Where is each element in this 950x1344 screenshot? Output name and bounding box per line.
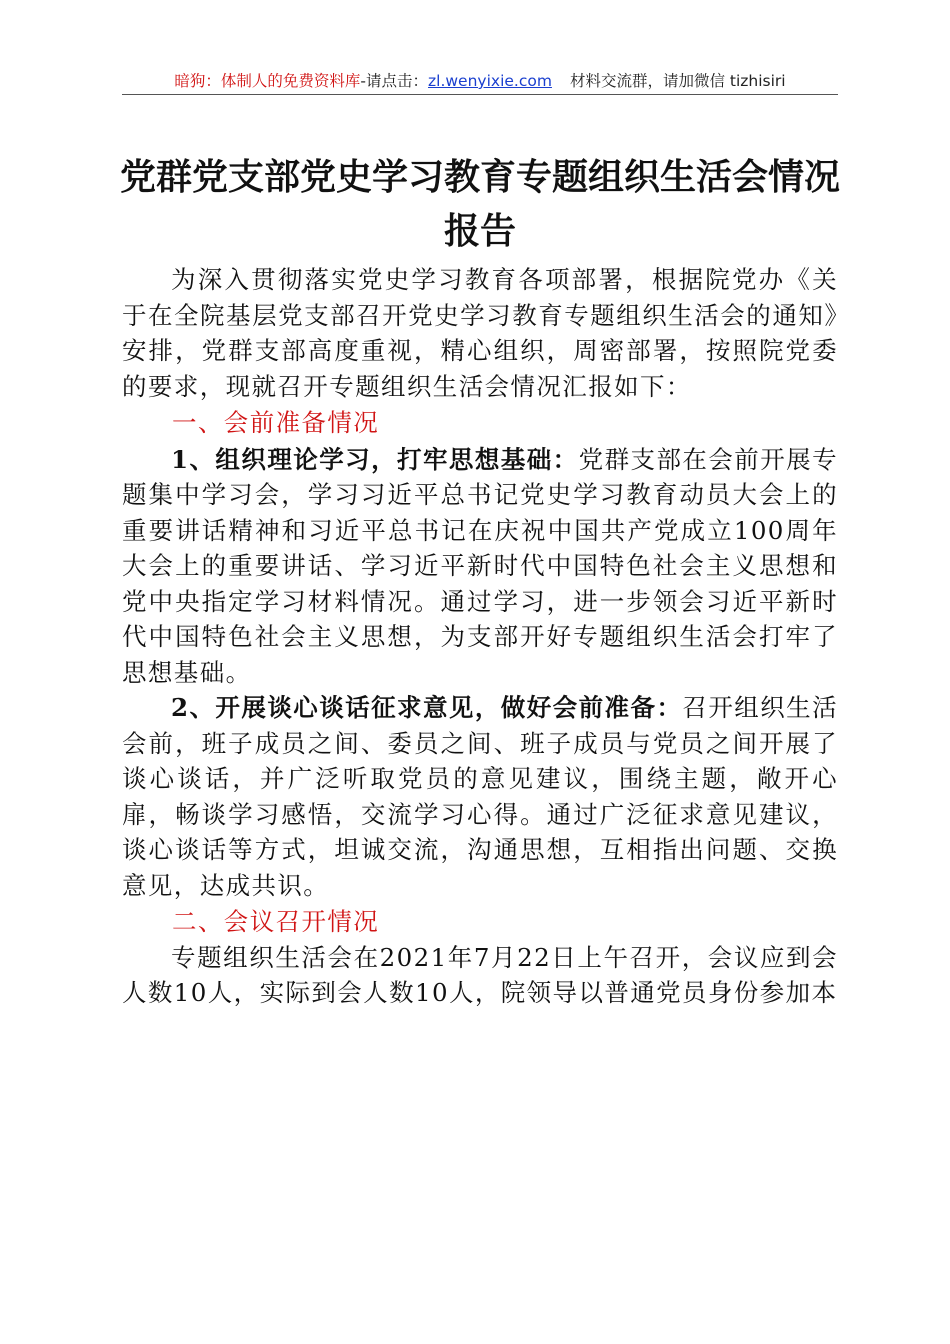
section-heading-2: 二、会议召开情况 (172, 907, 380, 936)
item-1-paragraph (122, 442, 838, 691)
item-2-body: 召开组织生活会前，班子成员之间、委员之间、班子成员与党员之间开展了谈心谈话，并广泛听取党员的意见建议，围绕主题，敞开心扉，畅谈学习感悟，交流学习心得。通过广泛征求意见建议，谈心谈话等方式，坦诚交流，沟通思想，互相指出问题、交换意见，达成共识。 (122, 693, 838, 900)
item-1-lead: 1、组织理论学习，打牢思想基础： (171, 444, 579, 474)
item-2-paragraph (122, 690, 838, 903)
section-2-paragraph: 专题组织生活会在2021年7月22日上午召开，会议应到会人数10人，实际到会人数10人，院领导以普通党员身份参加本 (122, 942, 838, 1007)
header-prompt: -请点击： (360, 72, 429, 90)
intro-paragraph: 为深入贯彻落实党史学习教育各项部署，根据院党办《关于在全院基层党支部召开党史学习教育专题组织生活会的通知》安排，党群支部高度重视，精心组织，周密部署，按照院党委的要求，现就召开专题组织生活会情况汇报如下： (122, 265, 838, 401)
item-2-lead: 2、开展谈心谈话征求意见，做好会前准备： (171, 693, 683, 722)
section-heading-1: 一、会前准备情况 (172, 408, 380, 437)
item-1-body: 党群支部在会前开展专题集中学习会，学习习近平总书记党史学习教育动员大会上的重要讲话精神和习近平总书记在庆祝中国共产党成立100周年大会上的重要讲话、学习近平新时代中国特色社会主义思想和党中央指定学习材料情况。通过学习，进一步领会习近平新时代中国特色社会主义思想，为支部开好专题组织生活会打牢了思想基础。 (122, 444, 839, 687)
document-body (122, 262, 838, 1011)
header-link[interactable]: zl.wenyixie.com (428, 72, 552, 90)
header-divider (122, 94, 838, 95)
header-wechat: 材料交流群，请加微信 tizhisiri (569, 72, 786, 90)
header-brand: 暗狗：体制人的免费资料库 (174, 72, 361, 90)
document-title: 党群党支部党史学习教育专题组织生活会情况报告 (119, 156, 840, 252)
page-header (122, 68, 838, 94)
